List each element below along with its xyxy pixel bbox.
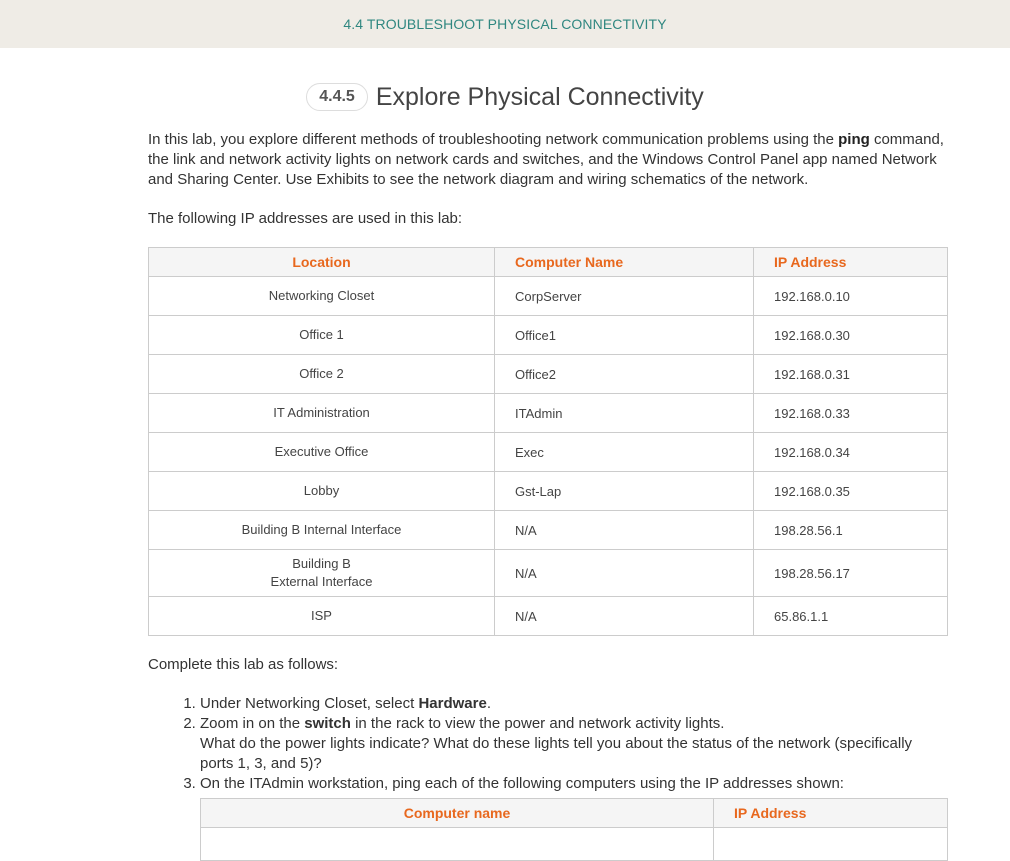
cell-computer-name: Office1 — [495, 316, 754, 355]
cell-ip: 192.168.0.10 — [754, 277, 948, 316]
cell-location: IT Administration — [149, 394, 495, 433]
cell-computer-name: CorpServer — [495, 277, 754, 316]
step-text: . — [486, 695, 491, 712]
table-row — [149, 355, 948, 394]
cell-location: Office 1 — [149, 316, 495, 355]
table-row — [149, 472, 948, 511]
cell-ip: 192.168.0.30 — [754, 316, 948, 355]
step-text: in the rack to view the power and network activity lights. — [350, 715, 725, 732]
step-subtext: What do the power lights indicate? What do these lights tell you about the status of the network (specifically ports 1, 3, and 5)? — [200, 735, 913, 772]
cell-location: Networking Closet — [149, 277, 495, 316]
cell-ip: 192.168.0.35 — [754, 472, 948, 511]
cell — [201, 828, 714, 861]
cell-location: Building B Internal Interface — [149, 511, 495, 550]
intro-text-2: command, the link and network activity lights on network cards and switches, and the Windows Control Panel app named Network and Sharing Center. Use Exhibits to see the network diagram and wiring schematics of the network. — [148, 131, 944, 188]
cell-location: Lobby — [149, 472, 495, 511]
step-text: Under Networking Closet, select — [200, 695, 419, 712]
cell-computer-name: N/A — [495, 550, 754, 597]
header-computer-name: Computer name — [201, 799, 714, 828]
step-bold: Hardware — [418, 695, 487, 712]
cell-ip: 198.28.56.1 — [754, 511, 948, 550]
section-title: Explore Physical Connectivity — [375, 82, 704, 111]
table-header-row — [149, 248, 948, 277]
intro-paragraph — [148, 130, 948, 190]
instructions-lead: Complete this lab as follows: — [148, 656, 339, 673]
cell-location: Executive Office — [149, 433, 495, 472]
ip-address-table — [148, 247, 948, 636]
intro-bold: ping — [838, 131, 870, 148]
cell-computer-name: Gst-Lap — [495, 472, 754, 511]
cell-ip: 198.28.56.17 — [754, 550, 948, 597]
cell-location: Office 2 — [149, 355, 495, 394]
step-item — [200, 714, 948, 774]
page-title — [0, 81, 1010, 113]
table-header-row — [201, 799, 948, 828]
header-computer-name: Computer Name — [495, 248, 754, 277]
ping-table — [200, 798, 948, 861]
intro-text: In this lab, you explore different methods of troubleshooting network communication problems using the — [148, 131, 839, 148]
header-ip-address: IP Address — [754, 248, 948, 277]
ip-lead-text: The following IP addresses are used in this lab: — [148, 210, 463, 227]
steps-list — [148, 694, 948, 794]
header-ip-address: IP Address — [714, 799, 948, 828]
step-text: Zoom in on the — [200, 715, 305, 732]
table-row — [149, 394, 948, 433]
table-row — [201, 828, 948, 861]
section-number-badge: 4.4.5 — [306, 83, 368, 111]
cell-ip: 65.86.1.1 — [754, 597, 948, 636]
cell-location-line1: Building B — [292, 556, 351, 571]
breadcrumb-bar — [0, 0, 1010, 48]
table-row — [149, 433, 948, 472]
header-location: Location — [149, 248, 495, 277]
cell-computer-name: Exec — [495, 433, 754, 472]
cell — [714, 828, 948, 861]
table-row — [149, 550, 948, 597]
step-bold: switch — [304, 715, 351, 732]
main-content — [148, 130, 948, 861]
cell-computer-name: ITAdmin — [495, 394, 754, 433]
cell-computer-name: Office2 — [495, 355, 754, 394]
cell-location — [149, 550, 495, 597]
cell-ip: 192.168.0.31 — [754, 355, 948, 394]
cell-ip: 192.168.0.34 — [754, 433, 948, 472]
cell-ip: 192.168.0.33 — [754, 394, 948, 433]
cell-computer-name: N/A — [495, 597, 754, 636]
cell-location: ISP — [149, 597, 495, 636]
table-row — [149, 597, 948, 636]
table-row — [149, 277, 948, 316]
table-row — [149, 316, 948, 355]
step-item: 3. On the ITAdmin workstation, ping each of the following computers using the IP addresses shown: — [200, 774, 948, 794]
step-item — [200, 694, 948, 714]
cell-computer-name: N/A — [495, 511, 754, 550]
cell-location-line2: External Interface — [270, 574, 373, 589]
table-row — [149, 511, 948, 550]
breadcrumb-link[interactable]: 4.4 TROUBLESHOOT PHYSICAL CONNECTIVITY — [343, 16, 667, 32]
